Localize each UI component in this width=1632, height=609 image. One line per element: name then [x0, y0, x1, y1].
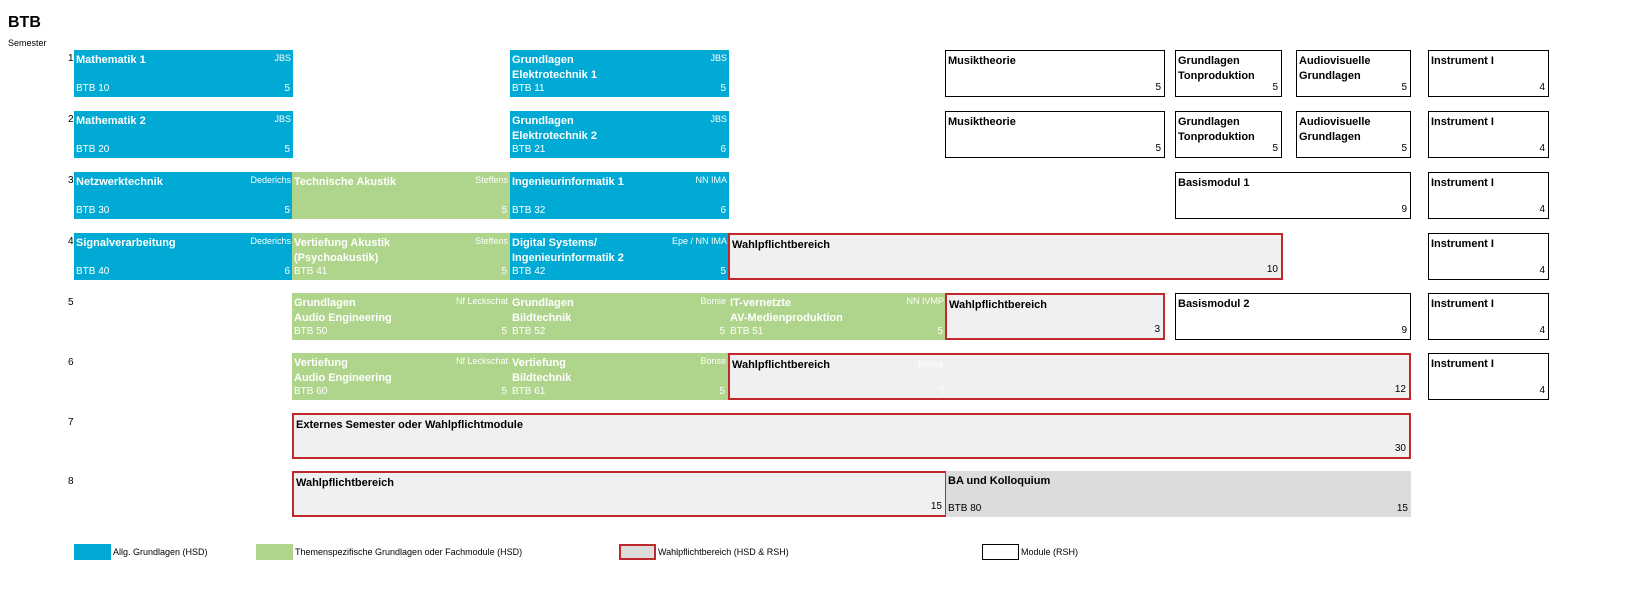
- legend-label: Wahlpflichtbereich (HSD & RSH): [658, 547, 789, 557]
- module-code: BTB 52: [512, 326, 546, 337]
- module-ects: 5: [719, 386, 725, 397]
- module-audiovisuelle-grundlagen-2[interactable]: [1296, 111, 1411, 158]
- module-ects: 5: [501, 205, 507, 216]
- module-lecturer: JBS: [710, 53, 727, 63]
- module-lecturer: Bonse: [700, 356, 726, 366]
- module-title: Digital Systems/ Ingenieurinformatik 2: [512, 237, 624, 264]
- module-ects: 6: [720, 144, 726, 155]
- module-title: Grundlagen Audio Engineering: [294, 297, 392, 324]
- module-instrument-4[interactable]: [1428, 233, 1549, 280]
- module-musiktheorie-2[interactable]: [945, 111, 1165, 158]
- semester-number: 8: [68, 476, 74, 487]
- module-ects: 4: [1539, 82, 1545, 93]
- wahlpflichtbereich-semester-5[interactable]: [945, 293, 1165, 340]
- module-ects: 5: [284, 83, 290, 94]
- module-title: Audiovisuelle Grundlagen: [1299, 55, 1371, 82]
- module-mathematik-1[interactable]: [74, 50, 293, 97]
- module-title: Mathematik 2: [76, 115, 146, 127]
- module-ects: 5: [284, 205, 290, 216]
- module-vertiefung-audio-engineering[interactable]: [292, 353, 510, 400]
- legend-label: Module (RSH): [1021, 547, 1079, 557]
- module-code: BTB 80: [948, 503, 982, 514]
- module-title: Musiktheorie: [948, 55, 1016, 67]
- module-code: BTB 21: [512, 144, 546, 155]
- module-ects: 5: [1401, 143, 1407, 154]
- module-ects: 4: [1539, 204, 1545, 215]
- legend-label: Themenspezifische Grundlagen oder Fachmodule (HSD): [295, 547, 523, 557]
- module-code: BTB 60: [294, 386, 328, 397]
- page-title: BTB: [8, 14, 41, 31]
- module-title: Instrument I: [1431, 298, 1494, 310]
- module-title: Vertiefung Akustik (Psychoakustik): [294, 237, 391, 264]
- module-ba-und-kolloquium[interactable]: [946, 471, 1411, 517]
- module-grundlagen-elektrotechnik-2[interactable]: [510, 111, 729, 158]
- module-ects: 15: [1396, 503, 1408, 514]
- module-title: Basismodul 2: [1178, 298, 1250, 310]
- module-ects: 15: [930, 501, 942, 512]
- module-title: Wahlpflichtbereich: [732, 359, 830, 371]
- module-lecturer: Epe / NN IMA: [671, 236, 727, 246]
- module-lecturer: Dederichs: [250, 175, 291, 185]
- module-title: Instrument I: [1431, 55, 1494, 67]
- module-ects: 5: [1155, 82, 1161, 93]
- module-title: Basismodul 1: [1178, 177, 1250, 189]
- legend-label: Allg. Grundlagen (HSD): [113, 547, 208, 557]
- module-ects: 5: [719, 326, 725, 337]
- semester-number: 7: [68, 417, 74, 428]
- module-lecturer: Nf Leckschat: [455, 356, 508, 366]
- module-mathematik-2[interactable]: [74, 111, 293, 158]
- module-grundlagen-audio-engineering[interactable]: [292, 293, 510, 340]
- module-technische-akustik[interactable]: [292, 172, 510, 219]
- module-code: BTB 42: [512, 266, 546, 277]
- module-lecturer: JBS: [274, 114, 291, 124]
- wahlpflichtbereich-semester-6[interactable]: [728, 353, 1411, 400]
- module-ects: 4: [1539, 385, 1545, 396]
- module-instrument-2[interactable]: [1428, 111, 1549, 158]
- module-title: Grundlagen Elektrotechnik 1: [512, 54, 597, 81]
- semester-number: 6: [68, 357, 74, 368]
- semester-axis-label: Semester: [8, 38, 47, 48]
- module-lecturer: Nf Leckschat: [455, 296, 508, 306]
- module-title: Instrument I: [1431, 238, 1494, 250]
- module-ects: 9: [1401, 325, 1407, 336]
- module-instrument-1[interactable]: [1428, 50, 1549, 97]
- module-title: Grundlagen Elektrotechnik 2: [512, 115, 597, 142]
- module-title: Grundlagen Tonproduktion: [1178, 116, 1255, 143]
- module-code: BTB 10: [76, 83, 110, 94]
- module-it-vernetzte-av-medienproduktion[interactable]: [728, 293, 946, 340]
- module-instrument-5[interactable]: [1428, 293, 1549, 340]
- module-title: Wahlpflichtbereich: [732, 239, 830, 251]
- module-title: Instrument I: [1431, 116, 1494, 128]
- module-title: Wahlpflichtbereich: [949, 299, 1047, 311]
- module-title: Externes Semester oder Wahlpflichtmodule: [296, 419, 523, 431]
- module-title: Audiovisuelle Grundlagen: [1299, 116, 1371, 143]
- externes-semester[interactable]: [292, 413, 1411, 459]
- module-netzwerktechnik[interactable]: [74, 172, 293, 219]
- module-title: Vertiefung Bildtechnik: [512, 357, 572, 384]
- legend-swatch-allg-grundlagen: [74, 544, 111, 560]
- module-vertiefung-bildtechnik[interactable]: [510, 353, 728, 400]
- semester-number: 3: [68, 175, 74, 186]
- legend-swatch-module-rsh: [982, 544, 1019, 560]
- module-title: Mathematik 1: [76, 54, 146, 66]
- module-code: BTB 32: [512, 205, 546, 216]
- module-title: Technische Akustik: [294, 176, 397, 188]
- module-lecturer: Steffens: [475, 175, 508, 185]
- module-ects: 5: [1272, 82, 1278, 93]
- module-digital-systems[interactable]: [510, 233, 729, 280]
- module-code: BTB 51: [730, 326, 764, 337]
- module-code: BTB 30: [76, 205, 110, 216]
- module-title: Netzwerktechnik: [76, 176, 163, 188]
- module-musiktheorie-1[interactable]: [945, 50, 1165, 97]
- module-title: Ingenieurinformatik 1: [512, 176, 624, 188]
- module-ects: 4: [1539, 325, 1545, 336]
- module-ects: 5: [501, 326, 507, 337]
- module-title: Musiktheorie: [948, 116, 1016, 128]
- module-grundlagen-elektrotechnik-1[interactable]: [510, 50, 729, 97]
- module-ects: 4: [1539, 265, 1545, 276]
- module-lecturer: Steffens: [475, 236, 508, 246]
- module-title: Instrument I: [1431, 177, 1494, 189]
- module-title: IT-vernetzte AV-Medienproduktion: [730, 297, 843, 324]
- module-basismodul-2[interactable]: [1175, 293, 1411, 340]
- module-lecturer: Dederichs: [250, 236, 291, 246]
- module-lecturer: NN IMA: [695, 175, 727, 185]
- module-title: Grundlagen Tonproduktion: [1178, 55, 1255, 82]
- semester-number: 2: [68, 114, 74, 125]
- module-vertiefung-akustik[interactable]: [292, 233, 510, 280]
- module-ects: 5: [284, 144, 290, 155]
- module-ects: 9: [1401, 204, 1407, 215]
- module-ingenieurinformatik-1[interactable]: [510, 172, 729, 219]
- module-ects: 5: [1272, 143, 1278, 154]
- module-signalverarbeitung[interactable]: [74, 233, 293, 280]
- semester-number: 5: [68, 297, 74, 308]
- wahlpflichtbereich-semester-4[interactable]: [728, 233, 1283, 280]
- module-ects: 4: [1539, 143, 1545, 154]
- module-title: Instrument I: [1431, 358, 1494, 370]
- module-code: BTB 11: [512, 83, 545, 94]
- module-code: BTB 50: [294, 326, 328, 337]
- module-instrument-6[interactable]: [1428, 353, 1549, 400]
- semester-number: 4: [68, 236, 74, 247]
- module-lecturer: JBS: [710, 114, 727, 124]
- module-grundlagen-tonproduktion-1[interactable]: [1175, 50, 1282, 97]
- module-grundlagen-tonproduktion-2[interactable]: [1175, 111, 1282, 158]
- wahlpflichtbereich-semester-8[interactable]: [292, 471, 947, 517]
- module-instrument-3[interactable]: [1428, 172, 1549, 219]
- module-ects: 5: [1155, 143, 1161, 154]
- module-title: Wahlpflichtbereich: [296, 477, 394, 489]
- module-ects: 5: [501, 266, 507, 277]
- hidden-lecturer-label: Bonse: [918, 359, 944, 369]
- module-code: BTB 41: [294, 266, 328, 277]
- module-code: BTB 40: [76, 266, 110, 277]
- legend-swatch-themenspezifische: [256, 544, 293, 560]
- module-lecturer: JBS: [274, 53, 291, 63]
- module-ects: 6: [720, 205, 726, 216]
- module-ects: 30: [1394, 443, 1406, 454]
- module-title: Signalverarbeitung: [76, 237, 176, 249]
- module-ects: 12: [1394, 384, 1406, 395]
- module-grundlagen-bildtechnik[interactable]: [510, 293, 728, 340]
- module-title: Vertiefung Audio Engineering: [294, 357, 392, 384]
- module-title: Grundlagen Bildtechnik: [512, 297, 574, 324]
- module-basismodul-1[interactable]: [1175, 172, 1411, 219]
- module-ects: 10: [1266, 264, 1278, 275]
- module-lecturer: NN IVMP: [906, 296, 944, 306]
- module-ects: 6: [284, 266, 290, 277]
- module-ects: 3: [1154, 324, 1160, 335]
- module-audiovisuelle-grundlagen-1[interactable]: [1296, 50, 1411, 97]
- module-code: BTB 20: [76, 144, 110, 155]
- module-ects: 5: [501, 386, 507, 397]
- module-ects: 5: [937, 326, 943, 337]
- module-ects: 5: [720, 83, 726, 94]
- module-title: BA und Kolloquium: [948, 475, 1051, 487]
- semester-number: 1: [68, 53, 74, 64]
- module-ects: 5: [1401, 82, 1407, 93]
- module-ects: 5: [720, 266, 726, 277]
- legend-swatch-wahlpflichtbereich: [619, 544, 656, 560]
- module-code: BTB 61: [512, 386, 546, 397]
- module-lecturer: Bonse: [700, 296, 726, 306]
- hidden-ects-label: 5: [940, 385, 946, 395]
